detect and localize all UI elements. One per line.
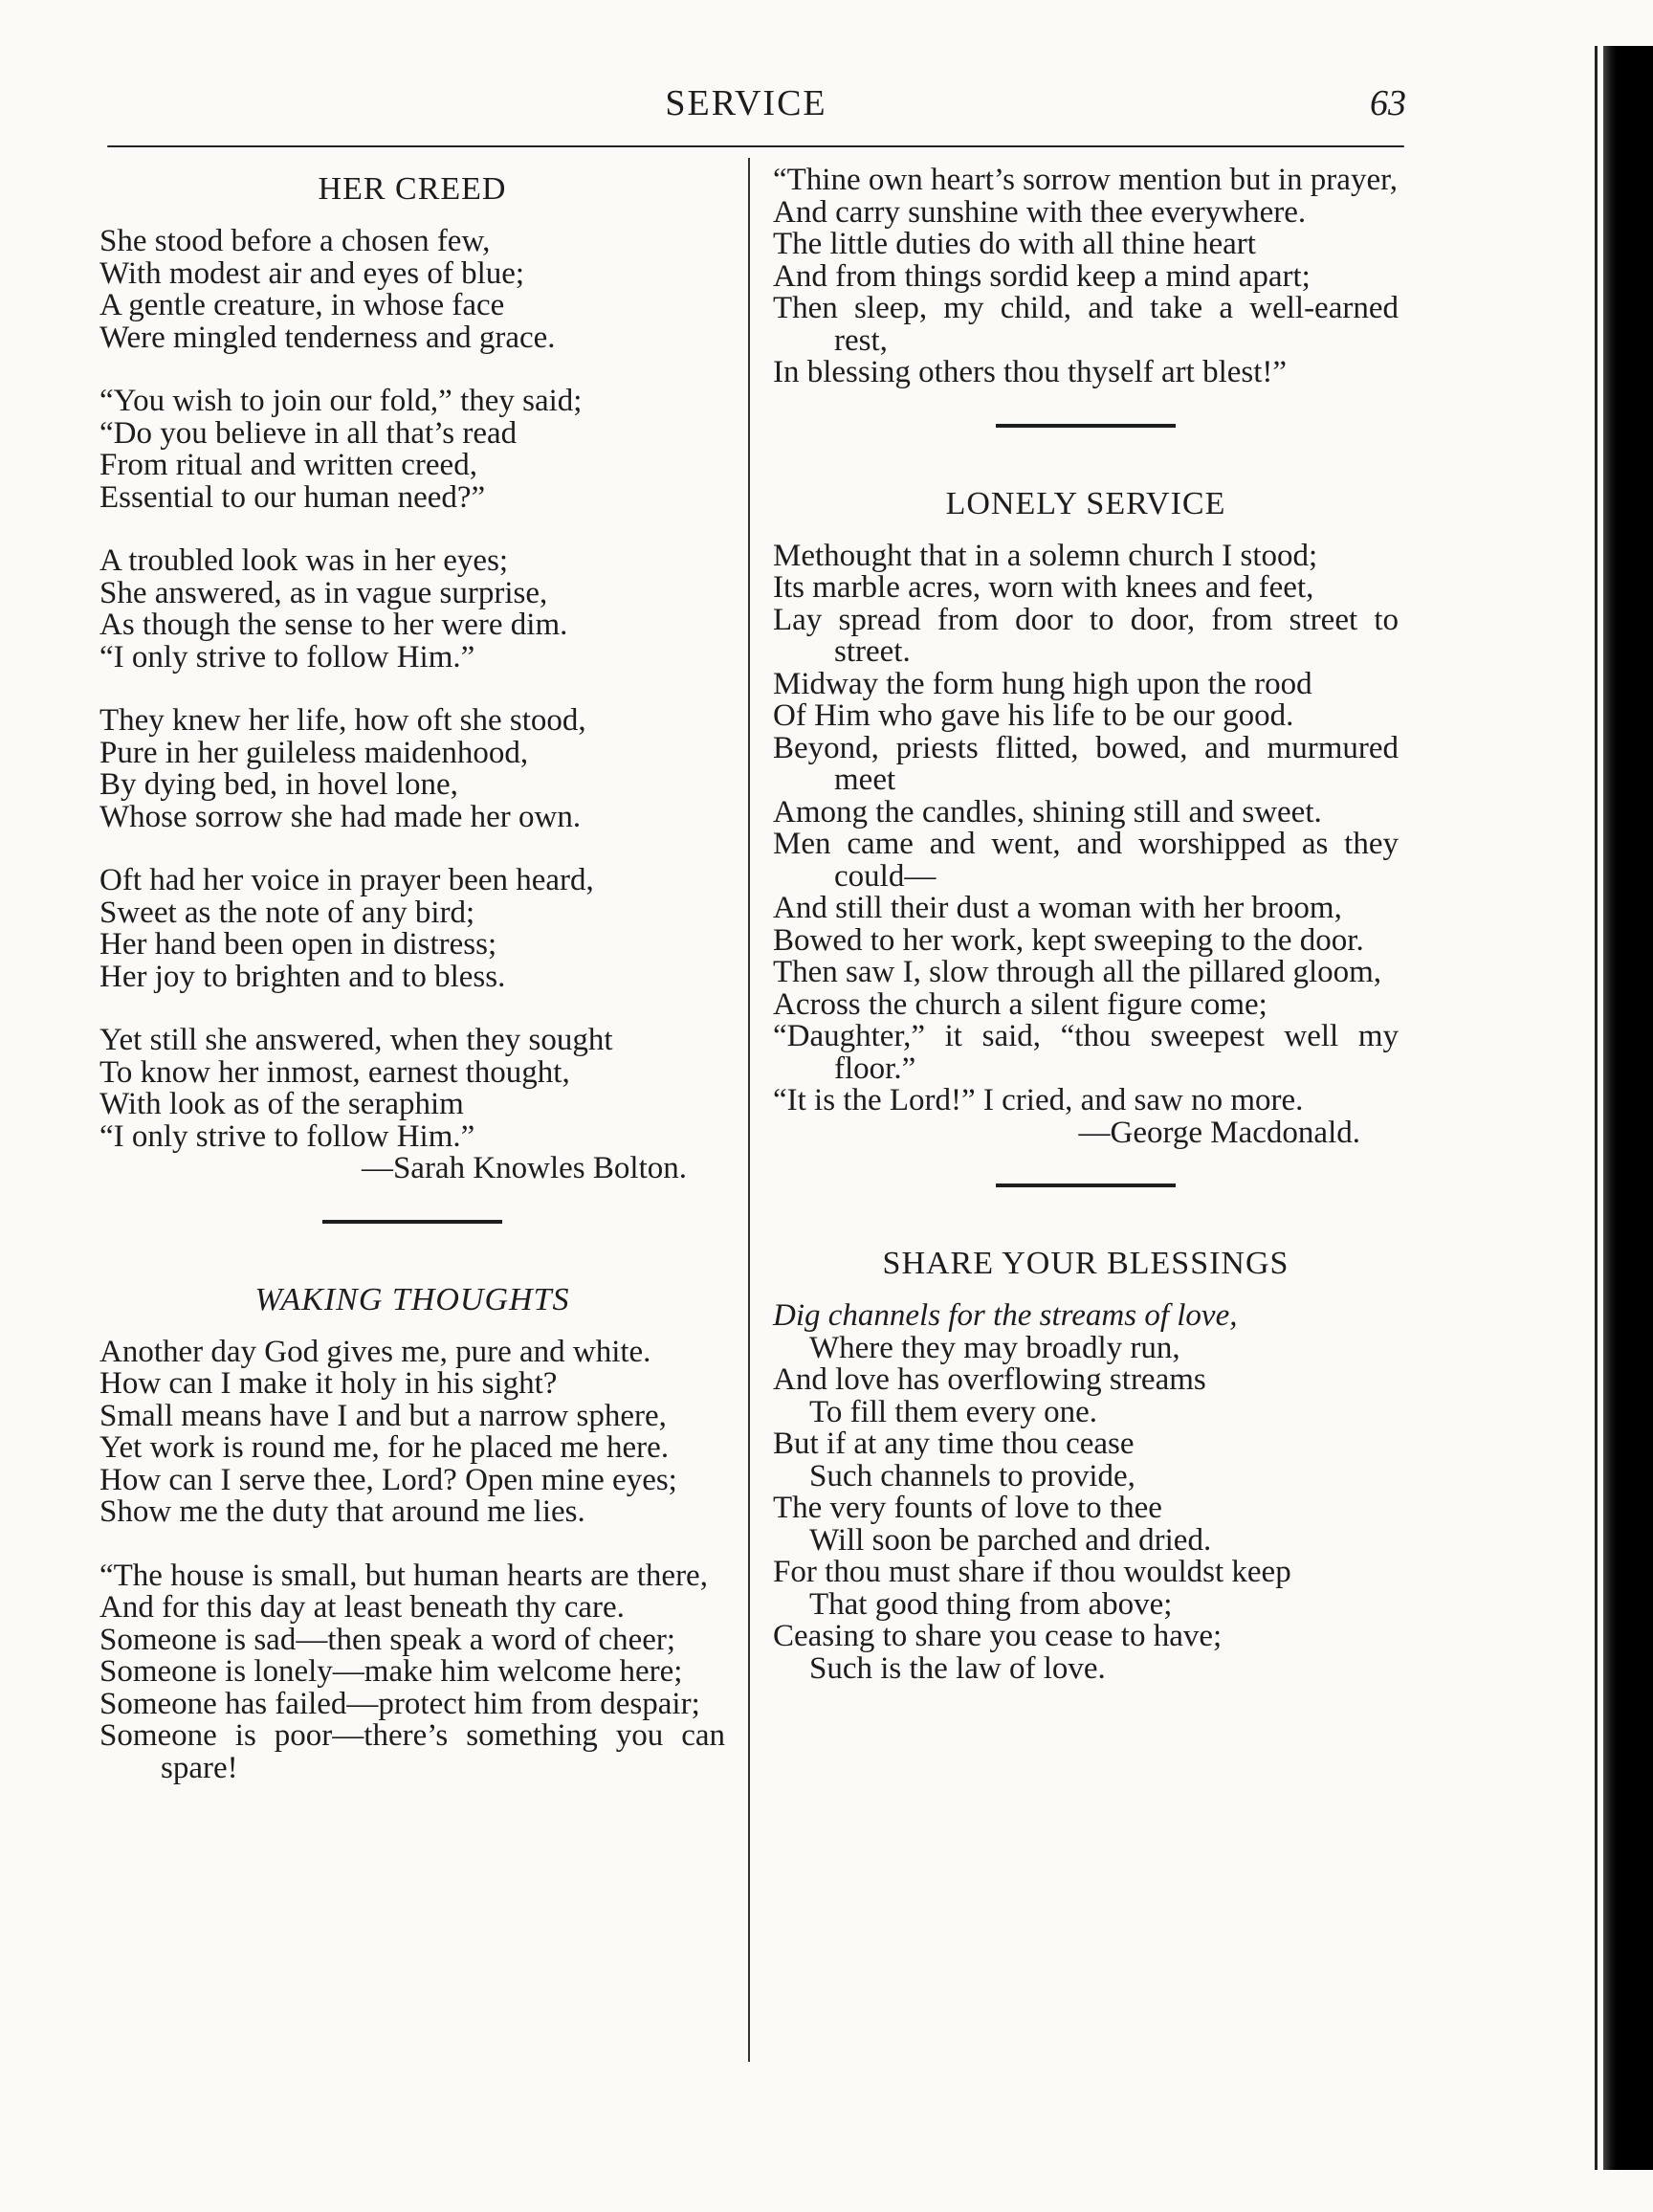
- poem-line: How can I serve thee, Lord? Open mine eyes;: [99, 1462, 677, 1497]
- poem-line: Among the candles, shining still and sweet.: [773, 794, 1322, 830]
- poem-line: Her joy to brighten and to bless.: [99, 959, 506, 994]
- stanza: [99, 865, 725, 993]
- poem-line: For thou must share if thou wouldst keep: [773, 1555, 1291, 1589]
- poem-line: Will soon be parched and dried.: [809, 1522, 1212, 1558]
- stanza: [99, 1334, 725, 1529]
- poem-line: Such is the law of love.: [809, 1650, 1106, 1686]
- poem-line: “You wish to join our fold,” they said;: [99, 384, 583, 418]
- poem-line: Dig channels for the streams of love,: [773, 1298, 1238, 1333]
- poem-line: Small means have I and but a narrow sphere,: [99, 1398, 667, 1433]
- poem-line: As though the sense to her were dim.: [99, 608, 568, 642]
- poem-line: She answered, as in vague surprise,: [99, 575, 548, 610]
- poem-line: Someone is sad—then speak a word of cheer;: [99, 1622, 676, 1657]
- poem-line: Show me the duty that around me lies.: [99, 1494, 585, 1529]
- poem-line: Were mingled tenderness and grace.: [99, 320, 556, 355]
- attribution: —George Macdonald.: [1078, 1115, 1360, 1150]
- poem-line: Someone has failed—protect him from despair;: [99, 1686, 700, 1721]
- header-rule: [107, 145, 1404, 147]
- poem-line: Bowed to her work, kept sweeping to the door.: [773, 922, 1364, 958]
- stanza: [99, 545, 725, 674]
- poem-line: With modest air and eyes of blue;: [99, 255, 525, 291]
- poem-line: Whose sorrow she had made her own.: [99, 799, 582, 834]
- poem-line: “I only strive to follow Him.”: [99, 639, 475, 675]
- poem-line: Sweet as the note of any bird;: [99, 895, 475, 930]
- poem-line: “The house is small, but human hearts are there,: [99, 1558, 708, 1593]
- poem-line: To fill them every one.: [809, 1394, 1098, 1429]
- stanza: [99, 1560, 725, 1785]
- poem-line: And from things sordid keep a mind apart;: [773, 258, 1311, 294]
- poem-title-share-your-blessings: SHARE YOUR BLESSINGS: [882, 1246, 1289, 1281]
- poem-line: Yet work is round me, for he placed me here.: [99, 1430, 670, 1465]
- poem-line: With look as of the seraphim: [99, 1087, 464, 1121]
- poem-title-her-creed: HER CREED: [318, 171, 507, 207]
- poem-line: Lay spread from door to door, from street to street.: [773, 602, 1399, 669]
- stanza: [773, 538, 1399, 1117]
- poem-line: Oft had her voice in prayer been heard,: [99, 863, 594, 897]
- poem-line: Pure in her guileless maidenhood,: [99, 735, 529, 770]
- poem-line: Yet still she answered, when they sought: [99, 1023, 613, 1057]
- poem-line: Across the church a silent figure come;: [773, 986, 1267, 1022]
- poem-line: Midway the form hung high upon the rood: [773, 666, 1312, 701]
- poem-line: And carry sunshine with thee everywhere.: [773, 194, 1307, 230]
- section-divider: [996, 424, 1176, 428]
- poem-line: Men came and went, and worshipped as they could—: [773, 827, 1399, 894]
- poem-line: “It is the Lord!” I cried, and saw no more.: [773, 1083, 1304, 1117]
- poem-line: Its marble acres, worn with knees and feet,: [773, 570, 1314, 605]
- poem-line: They knew her life, how oft she stood,: [99, 703, 586, 738]
- stanza: [773, 165, 1399, 389]
- attribution: —Sarah Knowles Bolton.: [361, 1151, 687, 1185]
- scan-edge-line: [1595, 46, 1598, 2170]
- poem-line: But if at any time thou cease: [773, 1427, 1135, 1461]
- poem-line: She stood before a chosen few,: [99, 224, 491, 258]
- poem-line: From ritual and written creed,: [99, 448, 477, 482]
- running-title: SERVICE: [665, 83, 827, 123]
- stanza: [99, 1025, 725, 1153]
- poem-line: Such channels to provide,: [809, 1458, 1135, 1493]
- poem-line: The very founts of love to thee: [773, 1491, 1162, 1525]
- poem-line: Beyond, priests flitted, bowed, and murmured meet: [773, 730, 1399, 797]
- poem-line: Essential to our human need?”: [99, 479, 486, 515]
- page-number: 63: [1370, 83, 1406, 123]
- poem-line: Of Him who gave his life to be our good.: [773, 698, 1294, 733]
- poem-line: “Thine own heart’s sorrow mention but in prayer,: [773, 163, 1399, 197]
- section-divider: [996, 1183, 1176, 1187]
- poem-line: A troubled look was in her eyes;: [99, 543, 509, 578]
- left-column: [99, 165, 725, 1784]
- poem-line: That good thing from above;: [809, 1586, 1173, 1622]
- stanza: [99, 705, 725, 833]
- poem-line: Methought that in a solemn church I stood;: [773, 538, 1318, 573]
- scan-edge-shadow: [1603, 46, 1653, 2170]
- stanza: [99, 226, 725, 354]
- poem-line: By dying bed, in hovel lone,: [99, 767, 458, 802]
- poem-line: Then saw I, slow through all the pillared gloom,: [773, 955, 1382, 989]
- poem-line: “Daughter,” it said, “thou sweepest well my floor.”: [773, 1019, 1399, 1086]
- right-column: [773, 165, 1399, 1685]
- stanza: [773, 1300, 1399, 1685]
- poem-line: And love has overflowing streams: [773, 1362, 1206, 1397]
- poem-line: Where they may broadly run,: [809, 1330, 1180, 1365]
- poem-line: Someone is poor—there’s something you can spare!: [99, 1718, 725, 1785]
- running-header: [0, 82, 1653, 130]
- column-divider: [748, 158, 750, 2062]
- poem-line: To know her inmost, earnest thought,: [99, 1054, 570, 1090]
- poem-line: A gentle creature, in whose face: [99, 288, 505, 322]
- poem-line: And for this day at least beneath thy care.: [99, 1590, 625, 1625]
- poem-line: In blessing others thou thyself art blest!”: [773, 355, 1288, 389]
- poem-line: Her hand been open in distress;: [99, 927, 497, 962]
- poem-title-waking-thoughts: WAKING THOUGHTS: [254, 1281, 570, 1317]
- poem-line: How can I make it holy in his sight?: [99, 1366, 558, 1401]
- stanza: [99, 386, 725, 514]
- poem-line: And still their dust a woman with her broom,: [773, 891, 1342, 925]
- poem-line: Ceasing to share you cease to have;: [773, 1619, 1223, 1653]
- poem-line: The little duties do with all thine heart: [773, 227, 1256, 261]
- section-divider: [322, 1220, 502, 1224]
- poem-title-lonely-service: LONELY SERVICE: [945, 485, 1226, 521]
- poem-line: Another day God gives me, pure and white.: [99, 1334, 651, 1369]
- poem-line: “Do you believe in all that’s read: [99, 415, 518, 451]
- poem-line: “I only strive to follow Him.”: [99, 1118, 475, 1154]
- poem-line: Someone is lonely—make him welcome here;: [99, 1654, 683, 1689]
- poem-line: Then sleep, my child, and take a well-earned rest,: [773, 291, 1399, 358]
